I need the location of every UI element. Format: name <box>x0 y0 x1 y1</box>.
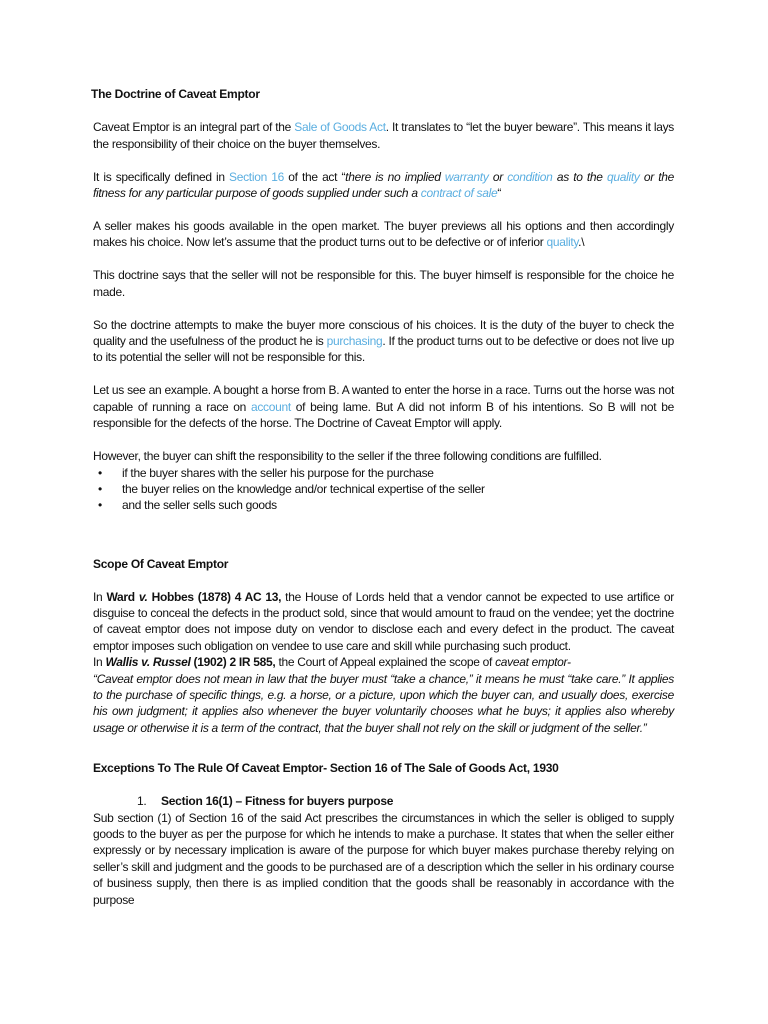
italic-run: as to the <box>552 169 607 184</box>
text-run: the House of Lords held that a vendor cannot be expected to use artifice or disguise to conceal the defects in the product sold, since that would amount to fraud on the vendee; yet the doctrine of caveat emptor does not impose duty on vendor to disclose each and every defect in the product. The caveat emptor imposes such obligation on vendee to use care and skill while purchasing such product. <box>93 589 674 653</box>
text-run: “ <box>497 186 502 201</box>
heading-scope: Scope Of Caveat Emptor <box>93 556 229 571</box>
text-run: Caveat Emptor is an integral part of the <box>93 120 295 135</box>
paragraph-responsibility: This doctrine says that the seller will not be responsible for this. The buyer himself is responsible for the choice he made. <box>93 268 674 299</box>
text-run: In <box>93 655 106 670</box>
paragraph-definition <box>93 169 674 202</box>
text-run: of the act “ <box>284 169 346 184</box>
paragraph-conditions: However, the buyer can shift the responsibility to the seller if the three following conditions are fulfilled. <box>93 449 602 464</box>
item-number: 1. <box>137 794 147 809</box>
list-item: • the buyer relies on the knowledge and/or technical expertise of the seller <box>93 481 674 497</box>
spacer <box>93 514 674 556</box>
italic-run: or the fitness for any particular purpose of goods supplied under such a <box>93 169 675 201</box>
text-run: It is specifically defined in <box>93 169 230 184</box>
text-run: . It translates to “let the buyer beware”. This means it lays the responsibility of their choice on the buyer themselves. <box>93 120 674 151</box>
italic-run: caveat emptor- <box>495 655 571 670</box>
text-run: of being lame. But A did not inform B of his intentions. So B will not be responsible for the defects of the horse. The Doctrine of Caveat Emptor will apply. <box>93 399 674 431</box>
heading-exceptions: Exceptions To The Rule Of Caveat Emptor- Section 16 of The Sale of Goods Act, 1930 <box>93 761 559 776</box>
link-sale-of-goods-act[interactable]: Sale of Goods Act <box>294 120 386 135</box>
item-label: Section 16(1) – Fitness for buyers purpose <box>161 794 394 809</box>
link-condition[interactable]: condition <box>507 169 553 184</box>
paragraph-ward-hobbes <box>93 589 674 655</box>
paragraph-open-market <box>93 218 674 251</box>
numbered-item <box>93 793 674 809</box>
text-run: .\ <box>578 235 585 250</box>
text-run: . If the product turns out to be defective or does not live up to its potential the seller will not be responsible for this. <box>93 334 674 365</box>
case-citation: Hobbes (1878) 4 AC 13, <box>147 589 282 604</box>
conditions-list <box>93 465 674 514</box>
case-versus: v. <box>138 589 148 604</box>
document-page <box>93 86 674 908</box>
italic-run: there is no implied <box>345 169 445 184</box>
link-purchasing[interactable]: purchasing <box>326 334 383 349</box>
list-item: • if the buyer shares with the seller his purpose for the purchase <box>93 465 674 481</box>
case-name: Ward <box>106 589 139 604</box>
paragraph-intro <box>93 119 674 152</box>
link-quality-2[interactable]: quality <box>546 235 579 250</box>
text-run: So the doctrine attempts to make the buyer more conscious of his choices. It is the duty of the buyer to check the quality and the usefulness of the product he is <box>93 317 674 349</box>
text-run: In <box>93 589 107 604</box>
text-run: Let us see an example. A bought a horse from B. A wanted to enter the horse in a race. Turns out the horse was not capable of running a race on <box>93 383 674 414</box>
paragraph-wallis-russel <box>93 654 674 670</box>
link-contract-of-sale[interactable]: contract of sale <box>420 186 498 201</box>
link-warranty[interactable]: warranty <box>444 169 489 184</box>
link-account[interactable]: account <box>250 399 291 414</box>
document-title: The Doctrine of Caveat Emptor <box>91 87 260 101</box>
text-run: A seller makes his goods available in the open market. The buyer previews all his options and then accordingly makes his choice. Now let’s assume that the product turns out to be defective or of inferior <box>93 219 674 250</box>
link-quality[interactable]: quality <box>606 169 640 184</box>
paragraph-conscious <box>93 317 674 366</box>
case-citation: (1902) 2 IR 585, <box>190 655 276 670</box>
case-name: Wallis v. Russel <box>105 655 191 670</box>
paragraph-example <box>93 382 674 431</box>
link-section-16[interactable]: Section 16 <box>229 169 284 184</box>
list-item: • and the seller sells such goods <box>93 497 674 513</box>
quote-block <box>93 671 674 737</box>
paragraph-section-16-1: Sub section (1) of Section 16 of the said Act prescribes the circumstances in which the seller is obliged to supply goods to the buyer as per the purpose for which he intends to make a purchase. It states that when the seller either expressly or by necessary implication is aware of the purpose for which buyer makes purchase thereby relying on seller’s skill and judgment and the goods to be purchased are of a description which the seller in his ordinary course of business supply, then there is as implied condition that the goods shall be reasonably in accordance with the purpose <box>93 810 674 907</box>
quote-text: “Caveat emptor does not mean in law that the buyer must “take a chance,” it means he must “take care.” It applies to the purchase of specific things, e.g. a horse, or a picture, upon which the buyer can, and usually does, exercise his own judgment; it applies also whenever the buyer voluntarily chooses what he buys; it applies also whereby usage or otherwise it is a term of the contract, that the buyer shall not rely on the skill or judgment of the seller.” <box>93 671 674 735</box>
italic-run: or <box>488 169 508 184</box>
text-run: the Court of Appeal explained the scope of <box>275 655 496 670</box>
